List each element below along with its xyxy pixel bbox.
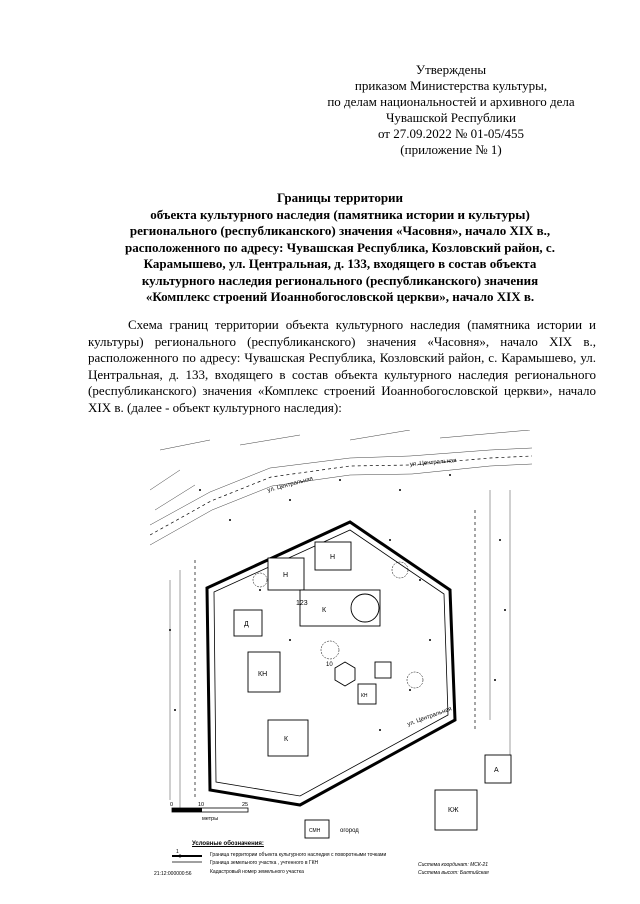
approval-line-1: Утверждены xyxy=(415,62,487,77)
chapel-octagon xyxy=(335,662,355,686)
title-line-3: регионального (республиканского) значения «Часовня», начало XIX в., xyxy=(129,223,551,238)
legend-row-3: Кадастровый номер земельного участка xyxy=(210,869,304,875)
scale-25: 25 xyxy=(242,802,249,808)
label-church: К xyxy=(322,607,327,614)
site-plan-map xyxy=(150,430,532,880)
label-kn1: КН xyxy=(258,671,268,678)
label-k2: К xyxy=(284,736,289,743)
church-dome xyxy=(351,594,379,622)
street-label-3: ул. Центральная xyxy=(406,706,453,728)
title-line-6: культурного наследия регионального (республиканского) значения xyxy=(141,272,539,288)
buildings xyxy=(234,542,511,838)
approval-line-2: приказом Министерства культуры, xyxy=(354,78,548,93)
street-label-2: ул. Центральная xyxy=(409,457,457,468)
scale-unit: метры xyxy=(202,816,219,822)
legend-coords: Система координат: МСК-21 xyxy=(418,862,489,868)
scale-bar xyxy=(170,802,248,822)
approval-line-3: по делам национальностей и архивного дела xyxy=(327,94,575,109)
title-line-2: объекта культурного наследия (памятника истории и культуры) xyxy=(150,206,530,222)
title-line-4: расположенного по адресу: Чувашская Республика, Козловский район, с. xyxy=(125,239,555,255)
scale-10: 10 xyxy=(198,802,205,808)
svg-text:1: 1 xyxy=(176,849,179,855)
street-label-4: огород xyxy=(340,828,359,834)
label-n1: Н xyxy=(283,572,289,579)
body-paragraph: Схема границ территории объекта культурного наследия (памятника истории и культуры) регионального (республиканского) значения «Часовня», начало XIX в., расположенного по адресу: Чувашская Республика, Козловский район, с. Карамышево, ул. Центральная, д. 133, входящего в состав объекта культурного наследия регионального (республиканского) значения «Комплекс строений Иоаннобогословской церкви», начало XIX в. (далее - объект культурного наследия): xyxy=(88,317,596,415)
approval-line-4: Чувашской Республики xyxy=(385,110,517,125)
label-kn: КН xyxy=(361,693,368,699)
label-d1: Д xyxy=(244,621,249,628)
parcel-symbol xyxy=(172,859,202,865)
label-kzh: КЖ xyxy=(448,807,459,814)
approval-line-5: от 27.09.2022 № 01-05/455 xyxy=(377,126,525,141)
building-small xyxy=(375,662,391,678)
approval-line-6: (приложение № 1) xyxy=(400,142,502,157)
legend-row-2: Граница земельного участка , учтенного в ГКН xyxy=(210,860,319,866)
street-label-1: ул. Центральная xyxy=(266,476,314,494)
label-n2: Н xyxy=(330,554,336,561)
legend-code-sample: 21:12:000000:56 xyxy=(154,871,192,877)
label-a: А xyxy=(494,767,499,774)
legend-title: Условные обозначения: xyxy=(192,841,264,847)
label-smn: СМН xyxy=(309,828,321,834)
title-line-7: «Комплекс строений Иоаннобогословской церкви», начало XIX в. xyxy=(145,289,535,304)
title-line-1: Границы территории xyxy=(276,190,404,205)
scale-0: 0 xyxy=(170,802,174,808)
label-chapel: 10 xyxy=(326,662,333,668)
legend-row-1: Граница территории объекта культурного наследия с поворотными точками xyxy=(210,852,387,858)
map-legend xyxy=(150,838,530,888)
parcel-number: 123 xyxy=(296,600,308,607)
document-title xyxy=(80,190,600,306)
title-line-5: Карамышево, ул. Центральная, д. 133, входящего в состав объекта xyxy=(143,256,537,271)
approval-block xyxy=(306,62,596,158)
legend-heights: Система высот: Балтийская xyxy=(418,870,489,876)
